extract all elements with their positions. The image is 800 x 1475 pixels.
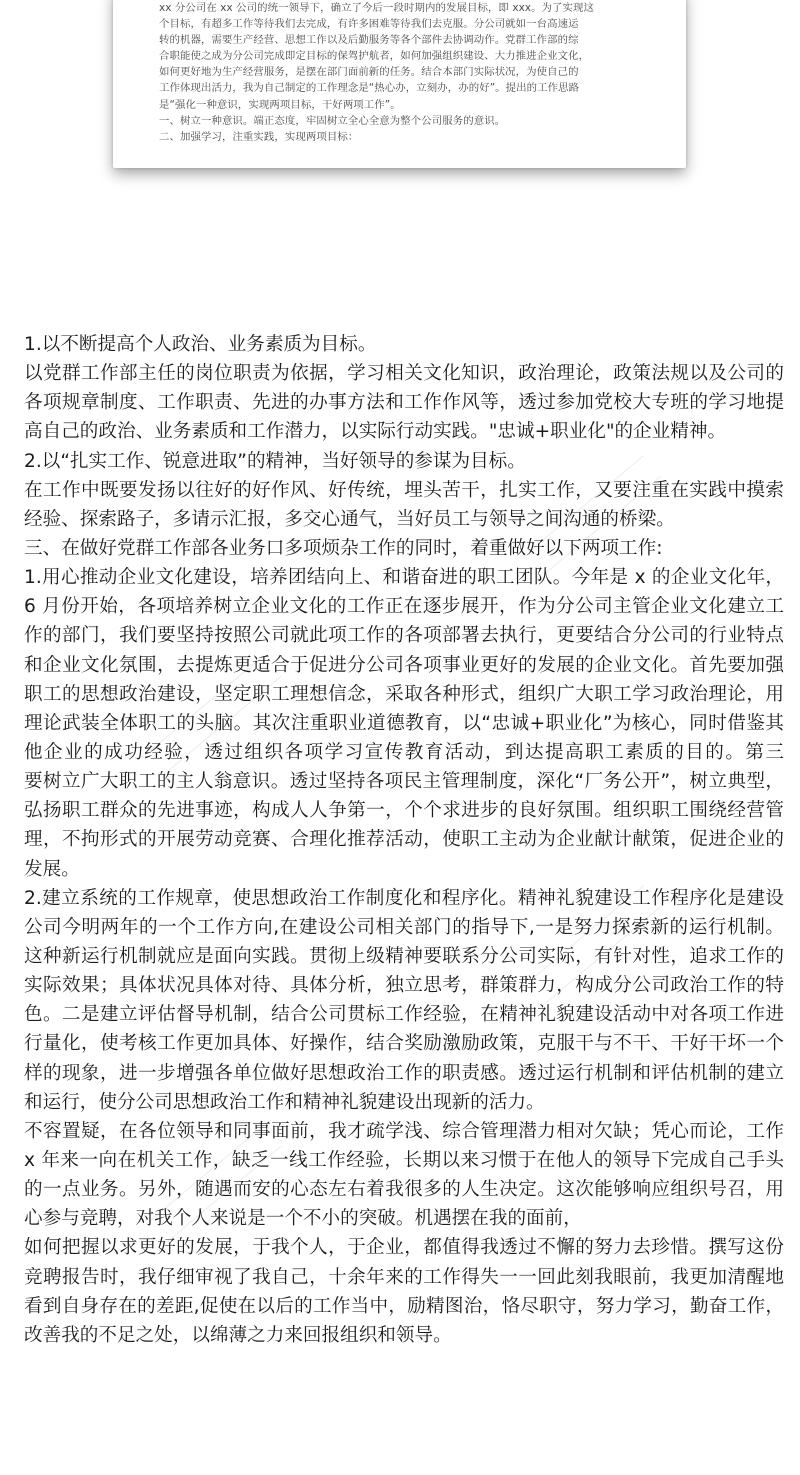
body-line: 职工的思想政治建设，坚定职工理想信念，采取各种形式，组织广大职工学习政治理论，用: [24, 683, 784, 705]
preview-line: 二、加强学习，注重实践，实现两项目标：: [159, 130, 359, 143]
preview-line: 一、树立一种意识。端正态度，牢固树立全心全意为整个公司服务的意识。: [159, 114, 506, 127]
body-line: 三、在做好党群工作部各业务口多项烦杂工作的同时，着重做好以下两项工作:: [24, 537, 663, 559]
body-line: 行量化，使考核工作更加具体、好操作，结合奖励激励政策，克服干与不干、干好干坏一个: [24, 1033, 784, 1055]
body-line: 公司今明两年的一个工作方向,在建设公司相关部门的指导下,一是努力探索新的运行机制。: [24, 916, 784, 938]
preview-text-block: [159, 0, 648, 145]
body-line: 各项规章制度、工作职责、先进的办事方法和工作作风等，透过参加党校大专班的学习地提: [24, 392, 784, 414]
body-line: 如何把握以求更好的发展，于我个人，于企业，都值得我透过不懈的努力去珍惜。撰写这份: [24, 1237, 784, 1259]
preview-line: xx 分公司在 xx 公司的统一领导下，确立了今后一段时期内的发展目标，即 xxx。为了实现这: [159, 2, 595, 14]
body-line: 1.用心推动企业文化建设，培养团结向上、和谐奋进的职工团队。今年是 x 的企业文化年，: [24, 567, 784, 589]
body-line: 要树立广大职工的主人翁意识。透过坚持各项民主管理制度，深化“厂务公开”，树立典型，: [24, 771, 784, 793]
preview-line: 合职能使之成为分公司完成即定目标的保驾护航者，如何加强组织建设、大力推进企业文化，: [159, 50, 590, 63]
body-line: 以党群工作部主任的岗位职责为依据，学习相关文化知识，政治理论，政策法规以及公司的: [24, 363, 784, 385]
body-line: 高自己的政治、业务素质和工作潜力，以实际行动实践。"忠诚+职业化"的企业精神。: [24, 421, 727, 443]
body-line: 在工作中既要发扬以往好的好作风、好传统，埋头苦干，扎实工作，又要注重在实践中摸索: [24, 479, 784, 501]
body-line: 他企业的成功经验，透过组织各项学习宣传教育活动，到达提高职工素质的目的。第三: [24, 741, 784, 763]
body-line: 竞聘报告时，我仔细审视了我自己，十余年来的工作得失一一回此刻我眼前，我更加清醒地: [24, 1266, 784, 1288]
body-line: 和运行，使分公司思想政治工作和精神礼貌建设出现新的活力。: [24, 1091, 545, 1113]
body-line: 样的现象，进一步增强各单位做好思想政治工作的职责感。透过运行机制和评估机制的建立: [24, 1062, 784, 1084]
body-line: x 年来一向在机关工作，缺乏一线工作经验，长期以来习惯于在他人的领导下完成自己手头: [24, 1149, 784, 1171]
body-line: 实际效果；具体状况具体对待、具体分析，独立思考，群策群力，构成分公司政治工作的特: [24, 975, 784, 997]
body-line: 和企业文化氛围，去提炼更适合于促进分公司各项事业更好的发展的企业文化。首先要加强: [24, 654, 784, 676]
preview-line: 个目标，有超多工作等待我们去完成，有许多困难等待我们去克服。分公司就如一台高速运: [159, 18, 579, 31]
preview-line: 转的机器，需要生产经营、思想工作以及后勤服务等各个部件去协调动作。党群工作部的综: [159, 34, 579, 47]
body-line: 6 月份开始，各项培养树立企业文化的工作正在逐步展开，作为分公司主管企业文化建立工: [24, 596, 784, 618]
body-line: 作的部门，我们要坚持按照公司就此项工作的各项部署去执行，更要结合分公司的行业特点: [24, 625, 784, 647]
preview-line: 工作体现出活力，我为自己制定的工作理念是“热心办，立刻办，办的好”。提出的工作思路: [159, 82, 580, 95]
body-line: 弘扬职工群众的先进事迹，构成人人争第一，个个求进步的良好氛围。组织职工围绕经营管: [24, 800, 784, 822]
body-line: 经验、探索路子，多请示汇报，多交心通气，当好员工与领导之间沟通的桥梁。: [24, 508, 675, 530]
body-line: 改善我的不足之处，以绵薄之力来回报组织和领导。: [24, 1324, 452, 1346]
body-line: 心参与竞聘，对我个人来说是一个不小的突破。机遇摆在我的面前，: [24, 1208, 582, 1230]
body-line: 1.以不断提高个人政治、业务素质为目标。: [24, 334, 377, 355]
body-line: 2.建立系统的工作规章，使思想政治工作制度化和程序化。精神礼貌建设工作程序化是建设: [24, 887, 784, 909]
document-preview-card: [113, 0, 686, 168]
body-line: 不容置疑，在各位领导和同事面前，我才疏学浅、综合管理潜力相对欠缺；凭心而论，工作: [24, 1120, 784, 1142]
preview-line: 如何更好地为生产经营服务，是摆在部门面前新的任务。结合本部门实际状况，为使自己的: [159, 66, 579, 79]
body-line: 这种新运行机制就应是面向实践。贯彻上级精神要联系分公司实际，有针对性，追求工作的: [24, 945, 784, 967]
body-line: 的一点业务。另外，随遇而安的心态左右着我很多的人生决定。这次能够响应组织号召，用: [24, 1179, 784, 1201]
body-line: 理论武装全体职工的头脑。其次注重职业道德教育，以“忠诚+职业化”为核心，同时借鉴其: [24, 712, 784, 734]
preview-line: 是“强化一种意识，实现两项目标，干好两项工作”。: [159, 98, 401, 111]
document-body: [24, 330, 784, 1350]
body-line: 看到自身存在的差距,促使在以后的工作当中，励精图治，恪尽职守，努力学习，勤奋工作，: [24, 1295, 784, 1317]
body-line: 发展。: [24, 858, 80, 880]
body-line: 理，不拘形式的开展劳动竞赛、合理化推荐活动，使职工主动为企业献计献策，促进企业的: [24, 829, 784, 851]
body-line: 色。二是建立评估督导机制，结合公司贯标工作经验，在精神礼貌建设活动中对各项工作进: [24, 1004, 784, 1026]
body-line: 2.以“扎实工作、锐意进取”的精神，当好领导的参谋为目标。: [24, 450, 526, 472]
